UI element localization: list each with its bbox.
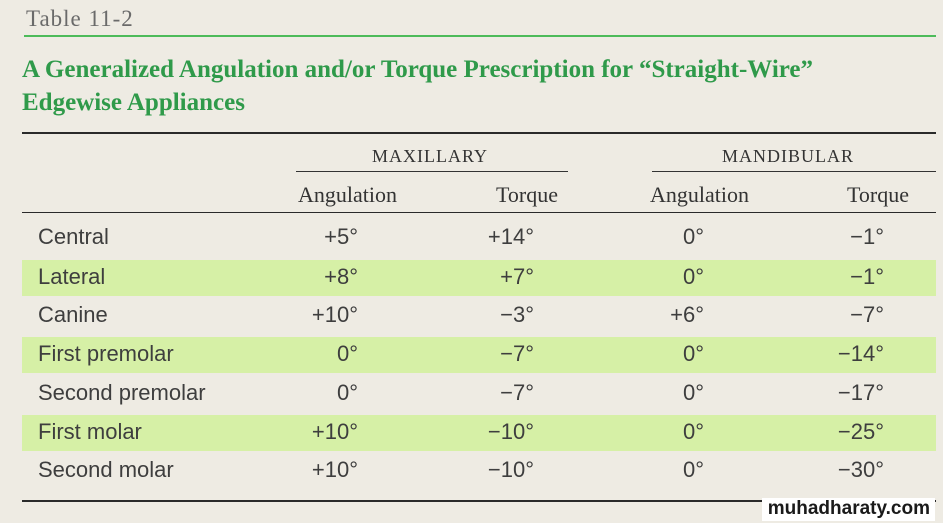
cell-max-angulation: 0° — [336, 341, 358, 366]
table-row — [22, 415, 936, 451]
tooth-name: Second premolar — [38, 380, 206, 405]
header-rule — [22, 212, 936, 213]
col-head-mand-angulation: Angulation — [650, 182, 749, 207]
col-head-mand-torque: Torque — [847, 182, 909, 207]
table-row — [22, 376, 936, 412]
cell-max-torque: −3° — [500, 302, 534, 327]
tooth-name: Lateral — [38, 264, 106, 289]
table-row — [22, 260, 936, 296]
cell-max-torque: −10° — [487, 457, 534, 482]
cell-max-torque: −7° — [500, 380, 534, 405]
watermark: muhadharaty.com — [762, 498, 935, 521]
col-head-max-angulation: Angulation — [298, 182, 397, 207]
cell-mand-torque: −7° — [850, 302, 884, 327]
cell-mand-angulation: 0° — [682, 380, 704, 405]
tooth-name: First molar — [38, 419, 142, 444]
tooth-name: Canine — [38, 302, 108, 327]
table-row — [22, 298, 936, 334]
title-line-1: A Generalized Angulation and/or Torque Prescription for “Straight-Wire” — [22, 56, 814, 83]
cell-max-torque: −7° — [500, 341, 534, 366]
cell-mand-angulation: 0° — [682, 419, 704, 444]
tooth-name: Central — [38, 224, 109, 249]
cell-mand-torque: −1° — [850, 224, 884, 249]
table-label: Table 11-2 — [26, 6, 134, 31]
group-head-maxillary: MAXILLARY — [372, 146, 488, 166]
cell-max-angulation: +5° — [324, 224, 358, 249]
cell-max-torque: +14° — [487, 224, 534, 249]
cell-mand-torque: −25° — [837, 419, 884, 444]
cell-max-angulation: 0° — [336, 380, 358, 405]
cell-max-angulation: +10° — [311, 457, 358, 482]
tooth-name: Second molar — [38, 457, 174, 482]
top-rule — [22, 132, 936, 134]
tooth-name: First premolar — [38, 341, 174, 366]
cell-max-torque: +7° — [500, 264, 534, 289]
cell-mand-angulation: 0° — [682, 457, 704, 482]
cell-max-angulation: +10° — [311, 419, 358, 444]
cell-mand-torque: −30° — [837, 457, 884, 482]
green-divider — [24, 35, 936, 37]
table-row — [22, 220, 936, 256]
cell-mand-torque: −17° — [837, 380, 884, 405]
group-rule-maxillary — [296, 171, 568, 172]
cell-mand-torque: −1° — [850, 264, 884, 289]
cell-max-torque: −10° — [487, 419, 534, 444]
table-row — [22, 453, 936, 489]
title-line-2: Edgewise Appliances — [22, 89, 245, 116]
cell-max-angulation: +8° — [324, 264, 358, 289]
col-head-max-torque: Torque — [496, 182, 558, 207]
cell-mand-angulation: 0° — [682, 341, 704, 366]
group-rule-mandibular — [652, 171, 936, 172]
cell-mand-angulation: 0° — [682, 224, 704, 249]
cell-mand-angulation: +6° — [670, 302, 704, 327]
group-head-mandibular: MANDIBULAR — [722, 146, 855, 166]
cell-mand-angulation: 0° — [682, 264, 704, 289]
cell-max-angulation: +10° — [311, 302, 358, 327]
cell-mand-torque: −14° — [837, 341, 884, 366]
table-row — [22, 337, 936, 373]
table-title — [22, 53, 922, 119]
